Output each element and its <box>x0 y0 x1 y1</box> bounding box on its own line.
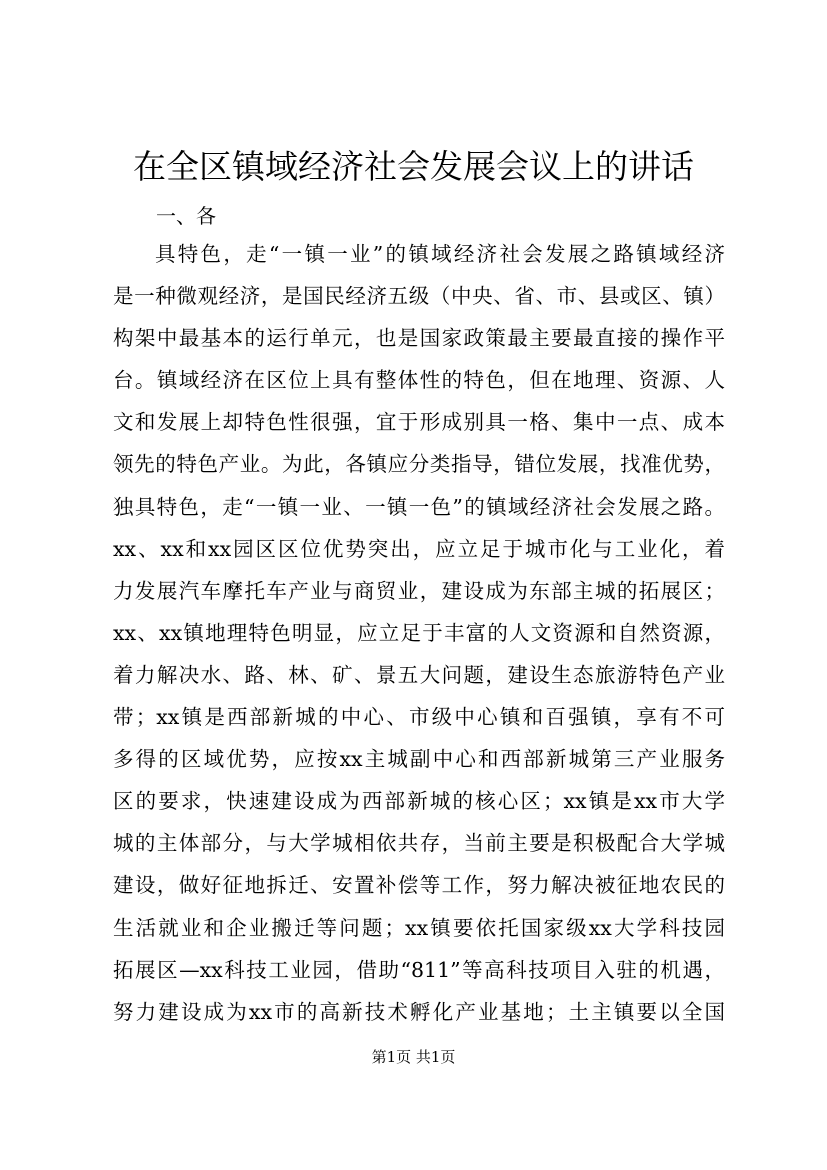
body-line: 领先的特色产业。为此，各镇应分类指导，错位发展，找准优势， <box>113 452 725 477</box>
body-line: 城的主体部分，与大学城相依共存，当前主要是积极配合大学城 <box>113 831 725 856</box>
body-line: 具特色，走“一镇一业”的镇域经济社会发展之路镇域经济 <box>155 242 725 266</box>
body-line: 拓展区—xx科技工业园，借助“811”等高科技项目入驻的机遇， <box>113 957 725 982</box>
page-footer: 第1页 共1页 <box>371 1048 456 1066</box>
body-line: xx、xx和xx园区区位优势突出，应立足于城市化与工业化，着 <box>113 536 725 561</box>
body-line: 独具特色，走“一镇一业、一镇一色”的镇域经济社会发展之路。 <box>113 494 725 519</box>
body-line: 多得的区域优势，应按xx主城副中心和西部新城第三产业服务 <box>113 747 725 772</box>
body-line: 带；xx镇是西部新城的中心、市级中心镇和百强镇，享有不可 <box>113 705 725 730</box>
document-title: 在全区镇域经济社会发展会议上的讲话 <box>133 147 694 186</box>
body-line: xx、xx镇地理特色明显，应立足于丰富的人文资源和自然资源， <box>113 620 725 645</box>
body-line: 建设，做好征地拆迁、安置补偿等工作，努力解决被征地农民的 <box>113 873 725 898</box>
body-line: 文和发展上却特色性很强，宜于形成别具一格、集中一点、成本 <box>113 410 725 435</box>
body-paragraph <box>113 233 725 1033</box>
body-line: 台。镇域经济在区位上具有整体性的特色，但在地理、资源、人 <box>113 368 725 393</box>
body-line: 区的要求，快速建设成为西部新城的核心区；xx镇是xx市大学 <box>113 789 725 814</box>
body-line: 生活就业和企业搬迁等问题；xx镇要依托国家级xx大学科技园 <box>113 915 725 940</box>
section-heading: 一、各 <box>156 204 216 228</box>
body-line: 构架中最基本的运行单元，也是国家政策最主要最直接的操作平 <box>113 326 725 351</box>
body-line: 着力解决水、路、林、矿、景五大问题，建设生态旅游特色产业 <box>113 662 725 687</box>
body-line: 努力建设成为xx市的高新技术孵化产业基地；土主镇要以全国 <box>113 999 725 1024</box>
body-line: 是一种微观经济，是国民经济五级（中央、省、市、县或区、镇） <box>113 284 725 309</box>
body-line: 力发展汽车摩托车产业与商贸业，建设成为东部主城的拓展区； <box>113 578 725 603</box>
